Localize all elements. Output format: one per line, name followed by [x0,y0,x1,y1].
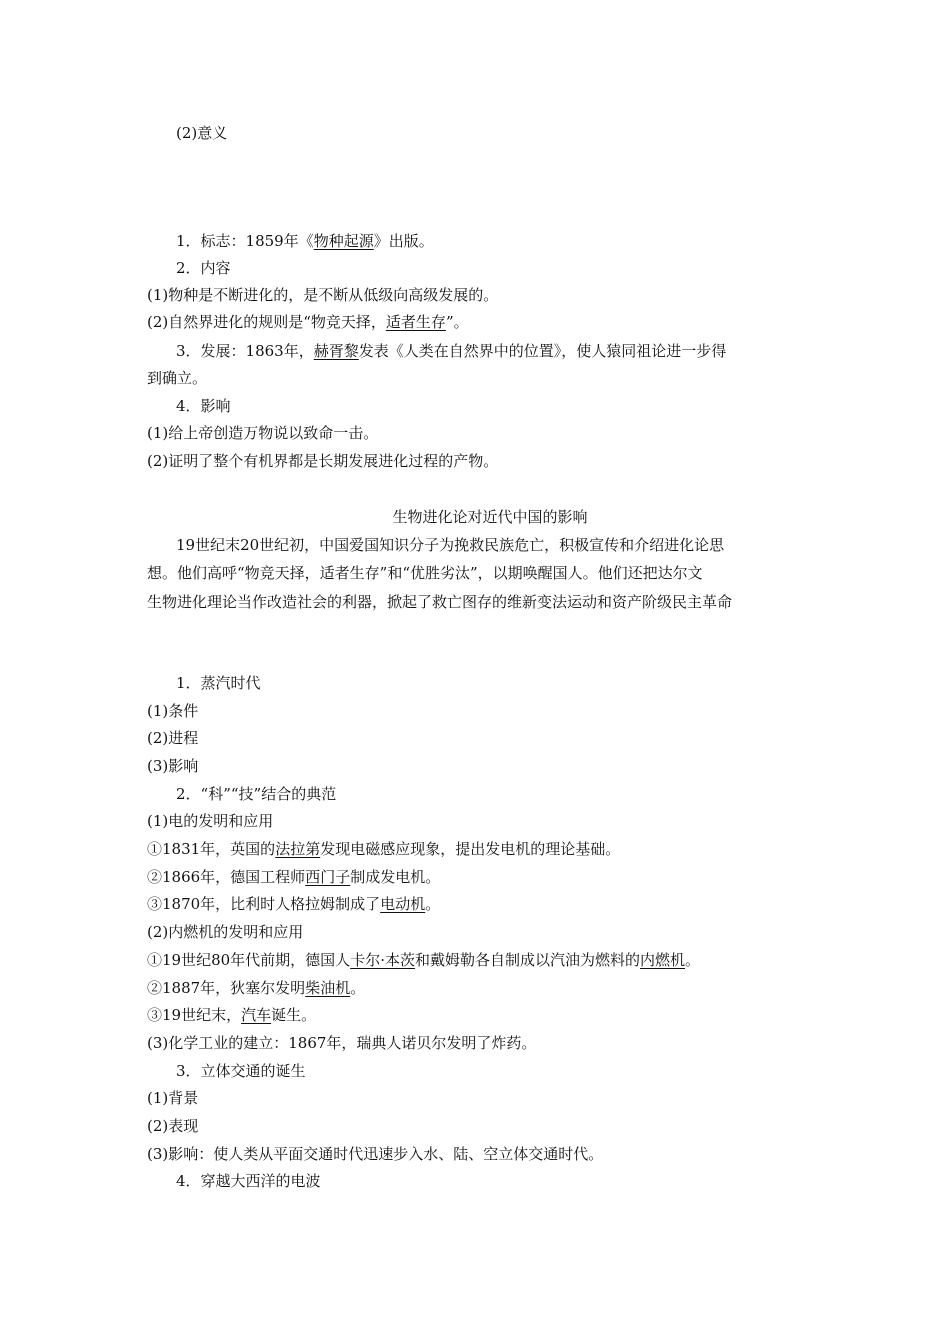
tech-item: (1)电的发明和应用 [147,812,274,830]
tech-heading: 2．“科”“技”结合的典范 [176,785,337,803]
text-span: 3．发展：1863年， [176,342,314,360]
text-span: ”。 [445,313,469,331]
reading-paragraph-line: 想。他们高呼“物竞天择，适者生存”和“优胜劣汰”，以期唤醒国人。他们还把达尔文 [147,564,703,582]
text-span: 。 [685,951,701,969]
text-span: 。 [350,979,366,997]
tech-item: (2)表现 [147,1117,199,1135]
tech-heading: 4．穿越大西洋的电波 [176,1172,321,1190]
evolution-content-item [147,312,469,332]
evolution-impact-item: (2)证明了整个有机界都是长期发展进化过程的产物。 [147,452,499,470]
tech-item: (1)背景 [147,1089,199,1107]
text-span: 发表《人类在自然界中的位置》，使人猿同祖论进一步得 [358,342,727,360]
tech-item: (3)影响：使人类从平面交通时代迅速步入水、陆、空立体交通时代。 [147,1145,604,1163]
text-span: 和戴姆勒各自制成以汽油为燃料的 [414,951,640,969]
underlined-term: 内燃机 [639,951,685,969]
text-span: ②1887年，狄塞尔发明 [147,979,306,997]
underlined-term: 汽车 [241,1006,272,1024]
underlined-term: 西门子 [305,868,351,886]
tech-heading: 1．蒸汽时代 [176,674,261,692]
tech-subitem [147,867,440,887]
text-span: 1．标志：1859年《 [176,232,314,250]
text-span: ①1831年，英国的 [147,840,276,858]
tech-subitem [147,1005,316,1025]
text-span: ①19世纪80年代前期，德国人 [147,951,351,969]
text-span: 发现电磁感应现象，提出发电机的理论基础。 [320,840,621,858]
tech-subitem [147,839,620,859]
text-span: ②1866年，德国工程师 [147,868,306,886]
underlined-term: 赫胥黎 [313,342,359,360]
tech-item: (3)化学工业的建立：1867年，瑞典人诺贝尔发明了炸药。 [147,1034,537,1052]
tech-item: (2)内燃机的发明和应用 [147,923,304,941]
underlined-term: 电动机 [380,895,426,913]
reading-title: 生物进化论对近代中国的影响 [392,508,588,526]
reading-paragraph-line: 生物进化理论当作改造社会的利器，掀起了救亡图存的维新变法运动和资产阶级民主革命 [147,593,733,611]
tech-heading: 3．立体交通的诞生 [176,1062,306,1080]
reading-paragraph-line: 19世纪末20世纪初，中国爱国知识分子为挽救民族危亡，积极宣传和介绍进化论思 [176,536,725,554]
text-span: ③1870年，比利时人格拉姆制成了 [147,895,381,913]
underlined-term: 柴油机 [305,979,351,997]
tech-item: (2)进程 [147,729,199,747]
underlined-term: 卡尔·本茨 [350,951,415,969]
evolution-development-cont: 到确立。 [147,369,208,387]
text-span: ③19世纪末， [147,1006,242,1024]
underlined-term: 物种起源 [313,232,374,250]
text-span: 。 [425,895,441,913]
tech-item: (3)影响 [147,757,199,775]
tech-item: (1)条件 [147,702,199,720]
tech-subitem [147,894,440,914]
evolution-marker-line [176,231,434,251]
evolution-development-line [176,341,726,361]
text-span: 》出版。 [373,232,434,250]
underlined-term: 适者生存 [385,313,446,331]
evolution-content-heading: 2．内容 [176,259,231,277]
meaning-heading: (2)意义 [176,124,228,142]
text-span: (2)自然界进化的规则是“物竞天择， [147,313,386,331]
tech-subitem [147,978,365,998]
evolution-content-item: (1)物种是不断进化的，是不断从低级向高级发展的。 [147,286,499,304]
evolution-impact-heading: 4．影响 [176,397,231,415]
underlined-term: 法拉第 [275,840,321,858]
tech-subitem [147,950,700,970]
text-span: 制成发电机。 [350,868,441,886]
text-span: 诞生。 [271,1006,317,1024]
evolution-impact-item: (1)给上帝创造万物说以致命一击。 [147,424,379,442]
